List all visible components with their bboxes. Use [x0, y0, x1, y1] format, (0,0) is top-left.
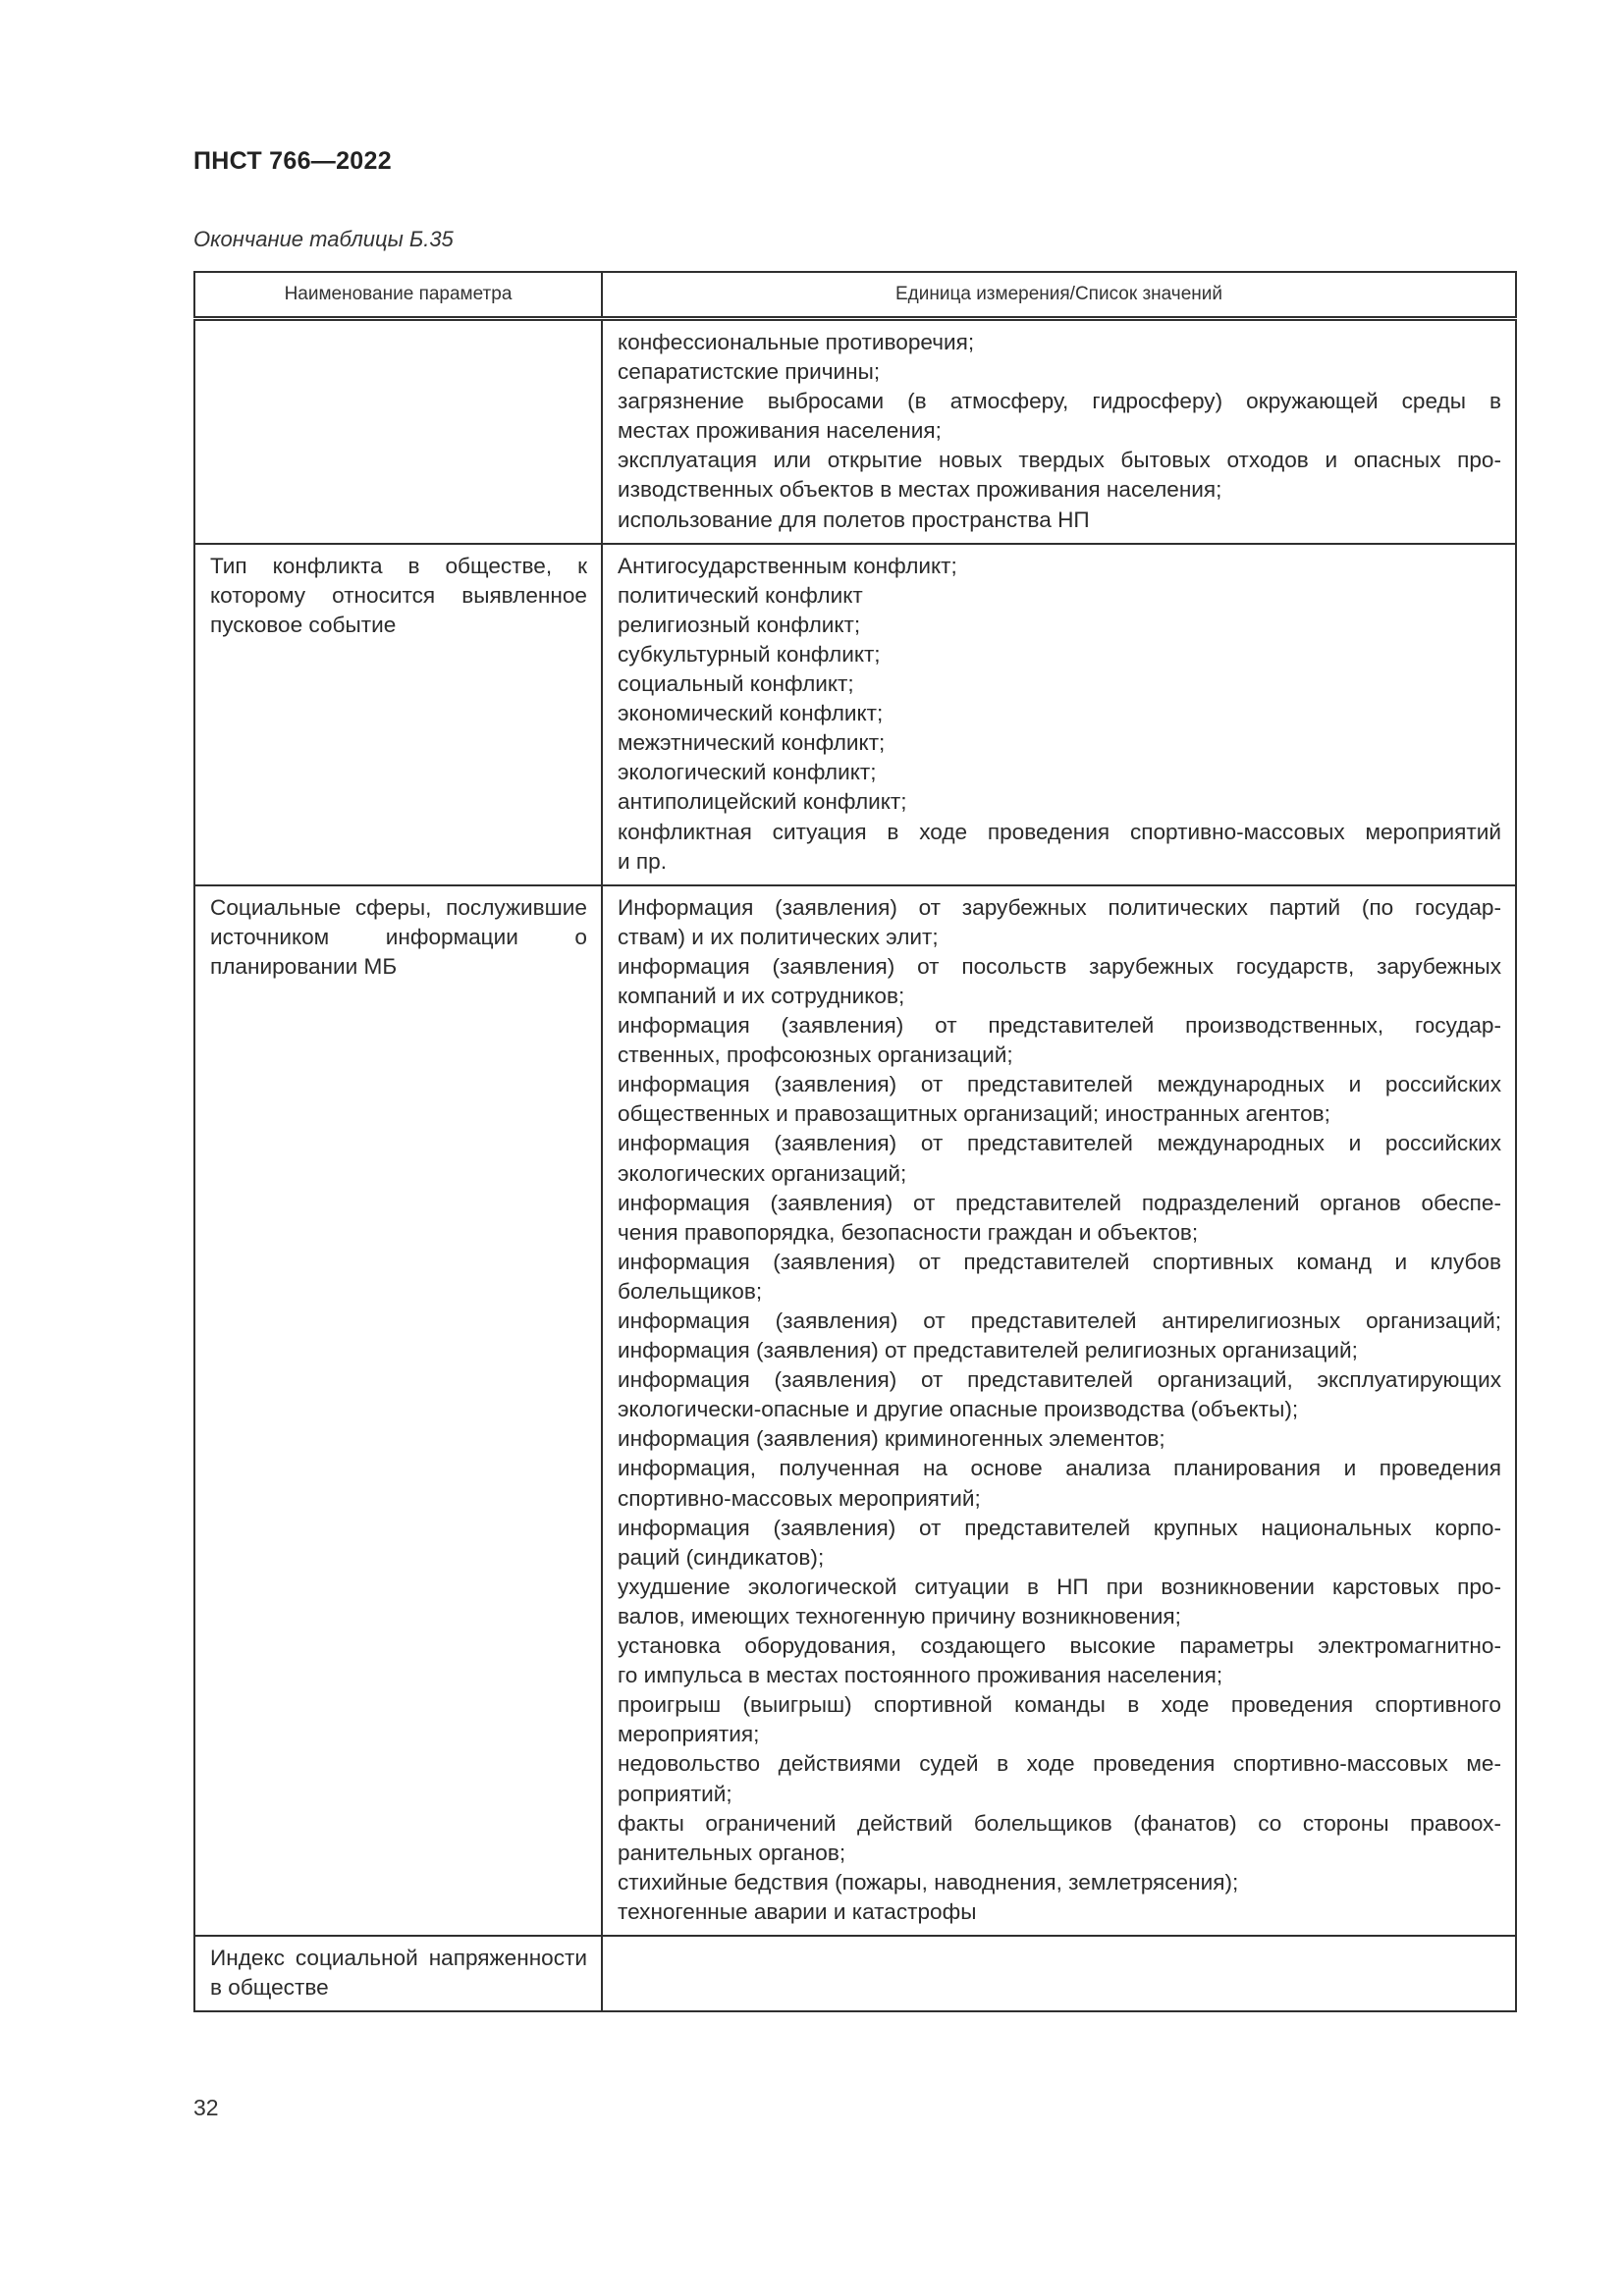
value-line: валов, имеющих техногенную причину возникновения;: [618, 1603, 1181, 1629]
value-line: конфликтная ситуация в ходе проведения спортивно-массовых мероприятий: [618, 819, 1501, 844]
parameter-values-cell: [602, 319, 1516, 544]
value-line: техногенные аварии и катастрофы: [618, 1898, 977, 1924]
value-line: Информация (заявления) от зарубежных политических партий (по государ-: [618, 894, 1501, 920]
value-line: информация (заявления) криминогенных элементов;: [618, 1426, 1165, 1452]
parameter-values-cell: [602, 885, 1516, 1936]
parameter-name-cell: Тип конфликта в обществе, к которому относится выявленное пусковое событие: [194, 544, 602, 885]
value-line: антиполицейский конфликт;: [618, 789, 907, 815]
value-line: компаний и их сотрудников;: [618, 983, 905, 1008]
value-line: информация (заявления) от представителей крупных национальных корпо-: [618, 1515, 1501, 1540]
value-line: спортивно-массовых мероприятий;: [618, 1485, 981, 1511]
value-line: недовольство действиями судей в ходе проведения спортивно-массовых ме-: [618, 1751, 1501, 1777]
table-body: [194, 319, 1516, 2012]
value-line: изводственных объектов в местах проживания населения;: [618, 477, 1222, 503]
value-line: Антигосударственным конфликт;: [618, 553, 957, 578]
value-line: информация, полученная на основе анализа планирования и проведения: [618, 1456, 1501, 1481]
value-line: загрязнение выбросами (в атмосферу, гидросферу) окружающей среды в: [618, 389, 1501, 414]
parameter-values-cell: [602, 544, 1516, 885]
value-line: межэтнический конфликт;: [618, 730, 886, 756]
value-line: информация (заявления) от представителей подразделений органов обеспе-: [618, 1190, 1501, 1215]
column-header-parameter: Наименование параметра: [194, 272, 602, 319]
column-header-values: Единица измерения/Список значений: [602, 272, 1516, 319]
value-line: информация (заявления) от представителей религиозных организаций;: [618, 1338, 1358, 1363]
value-line: информация (заявления) от представителей антирелигиозных организаций;: [618, 1308, 1501, 1333]
value-line: религиозный конфликт;: [618, 612, 861, 637]
value-line: информация (заявления) от представителей производственных, государ-: [618, 1013, 1501, 1039]
value-line: сепаратистские причины;: [618, 359, 881, 385]
value-line: проигрыш (выигрыш) спортивной команды в ходе проведения спортивного: [618, 1692, 1501, 1718]
table-row: [194, 319, 1516, 544]
document-code: ПНСТ 766—2022: [193, 147, 392, 175]
value-line: роприятий;: [618, 1781, 732, 1806]
value-line: использование для полетов пространства НП: [618, 507, 1090, 532]
value-line: экологически-опасные и другие опасные производства (объекты);: [618, 1397, 1299, 1422]
value-line: ранительных органов;: [618, 1840, 846, 1865]
parameter-name-cell: Социальные сферы, послужившие источником информации о планировании МБ: [194, 885, 602, 1936]
value-line: информация (заявления) от представителей организаций, эксплуатирующих: [618, 1367, 1501, 1393]
value-line: политический конфликт: [618, 582, 863, 608]
table-row: [194, 544, 1516, 885]
value-line: факты ограничений действий болельщиков (фанатов) со стороны правоох-: [618, 1810, 1501, 1836]
value-line: ухудшение экологической ситуации в НП при возникновении карстовых про-: [618, 1574, 1501, 1599]
value-line: ственных, профсоюзных организаций;: [618, 1042, 1013, 1068]
value-line: информация (заявления) от представителей спортивных команд и клубов: [618, 1249, 1501, 1274]
value-line: эксплуатация или открытие новых твердых бытовых отходов и опасных про-: [618, 448, 1501, 473]
value-line: информация (заявления) от представителей международных и российских: [618, 1131, 1501, 1156]
table-row: [194, 885, 1516, 1936]
value-line: субкультурный конфликт;: [618, 641, 881, 667]
value-line: болельщиков;: [618, 1278, 763, 1304]
parameter-name-cell: Индекс социальной напряженности в обществе: [194, 1936, 602, 2011]
value-line: и пр.: [618, 848, 667, 874]
value-line: информация (заявления) от представителей международных и российских: [618, 1072, 1501, 1097]
value-line: социальный конфликт;: [618, 671, 854, 697]
value-line: конфессиональные противоречия;: [618, 330, 975, 354]
table-row: [194, 1936, 1516, 2011]
table-caption: Окончание таблицы Б.35: [193, 227, 454, 251]
table-header-row: [194, 272, 1516, 319]
value-line: экологический конфликт;: [618, 760, 877, 785]
parameter-name-cell: [194, 319, 602, 544]
value-line: информация (заявления) от посольств зарубежных государств, зарубежных: [618, 953, 1501, 979]
value-line: стихийные бедствия (пожары, наводнения, землетрясения);: [618, 1869, 1239, 1895]
value-line: го импульса в местах постоянного проживания населения;: [618, 1663, 1223, 1688]
value-line: раций (синдикатов);: [618, 1544, 825, 1570]
parameters-table: [193, 271, 1517, 2012]
value-line: ствам) и их политических элит;: [618, 924, 939, 949]
value-line: экономический конфликт;: [618, 701, 884, 726]
page-number: 32: [193, 2095, 219, 2120]
value-line: чения правопорядка, безопасности граждан и объектов;: [618, 1219, 1199, 1245]
value-line: установка оборудования, создающего высокие параметры электромагнитно-: [618, 1633, 1501, 1659]
value-line: экологических организаций;: [618, 1160, 907, 1186]
value-line: местах проживания населения;: [618, 418, 942, 444]
value-line: общественных и правозащитных организаций; иностранных агентов;: [618, 1101, 1330, 1127]
parameter-values-cell: [602, 1936, 1516, 2011]
value-line: мероприятия;: [618, 1722, 760, 1747]
